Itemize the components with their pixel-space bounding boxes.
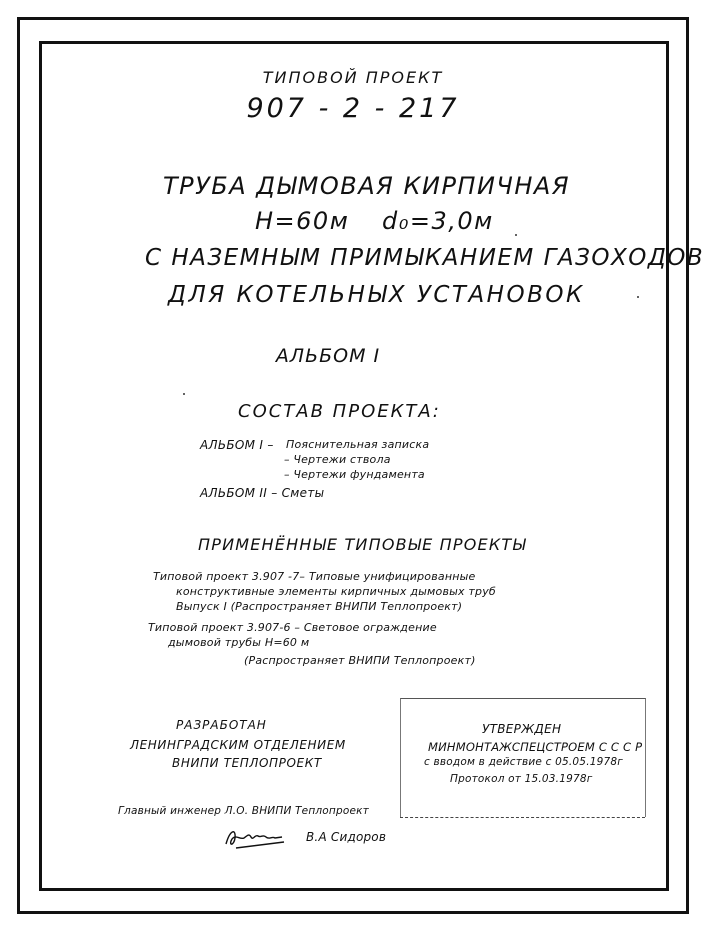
project-code: 907 - 2 - 217: [246, 93, 460, 124]
album-title: АЛЬБОМ I: [275, 345, 381, 367]
approval-line: Протокол от 15.03.1978г: [450, 773, 593, 785]
developer-line: РАЗРАБОТАН: [176, 718, 267, 732]
developer-line: ВНИПИ ТЕПЛОПРОЕКТ: [172, 756, 322, 770]
applied-line: Выпуск I (Распространяет ВНИПИ Теплопроект): [176, 600, 463, 613]
chief-engineer-position: Главный инженер Л.О. ВНИПИ Теплопроект: [118, 805, 369, 817]
speck: [515, 234, 517, 236]
approval-line: с вводом в действие с 05.05.1978г: [424, 756, 623, 768]
approval-line: УТВЕРЖДЕН: [482, 722, 562, 736]
composition-heading: СОСТАВ ПРОЕКТА:: [238, 401, 441, 422]
title-diameter: d₀=3,0м: [382, 207, 494, 235]
approval-line: МИНМОНТАЖСПЕЦСТРОЕМ С С С Р: [428, 740, 643, 754]
title-line-1: ТРУБА ДЫМОВАЯ КИРПИЧНАЯ: [163, 172, 571, 200]
album-2-line: АЛЬБОМ II – Сметы: [200, 486, 325, 500]
applied-line: Типовой проект 3.907-6 – Световое ограждение: [148, 621, 437, 634]
title-line-4: ДЛЯ КОТЕЛЬНЫХ УСТАНОВОК: [168, 282, 585, 308]
project-label: ТИПОВОЙ ПРОЕКТ: [262, 68, 444, 87]
applied-line: Типовой проект 3.907 -7– Типовые унифицированные: [153, 570, 476, 583]
album-1-item: – Чертежи ствола: [284, 453, 391, 466]
applied-line: (Распространяет ВНИПИ Теплопроект): [244, 654, 476, 667]
applied-heading: ПРИМЕНЁННЫЕ ТИПОВЫЕ ПРОЕКТЫ: [198, 535, 527, 554]
developer-line: ЛЕНИНГРАДСКИМ ОТДЕЛЕНИЕМ: [130, 738, 346, 752]
album-1-label: АЛЬБОМ I –: [200, 438, 274, 452]
title-height: H=60м: [255, 207, 350, 235]
album-1-item: Пояснительная записка: [286, 438, 430, 451]
speck: [183, 393, 185, 395]
applied-line: дымовой трубы H=60 м: [168, 636, 310, 649]
title-line-3: С НАЗЕМНЫМ ПРИМЫКАНИЕМ ГАЗОХОДОВ: [145, 245, 705, 271]
stamp-divider: [400, 817, 645, 818]
album-1-item: – Чертежи фундамента: [284, 468, 425, 481]
chief-engineer-name: В.А Сидоров: [306, 830, 387, 844]
speck: [637, 296, 639, 298]
signature: [222, 824, 302, 854]
applied-line: конструктивные элементы кирпичных дымовых труб: [176, 585, 496, 598]
